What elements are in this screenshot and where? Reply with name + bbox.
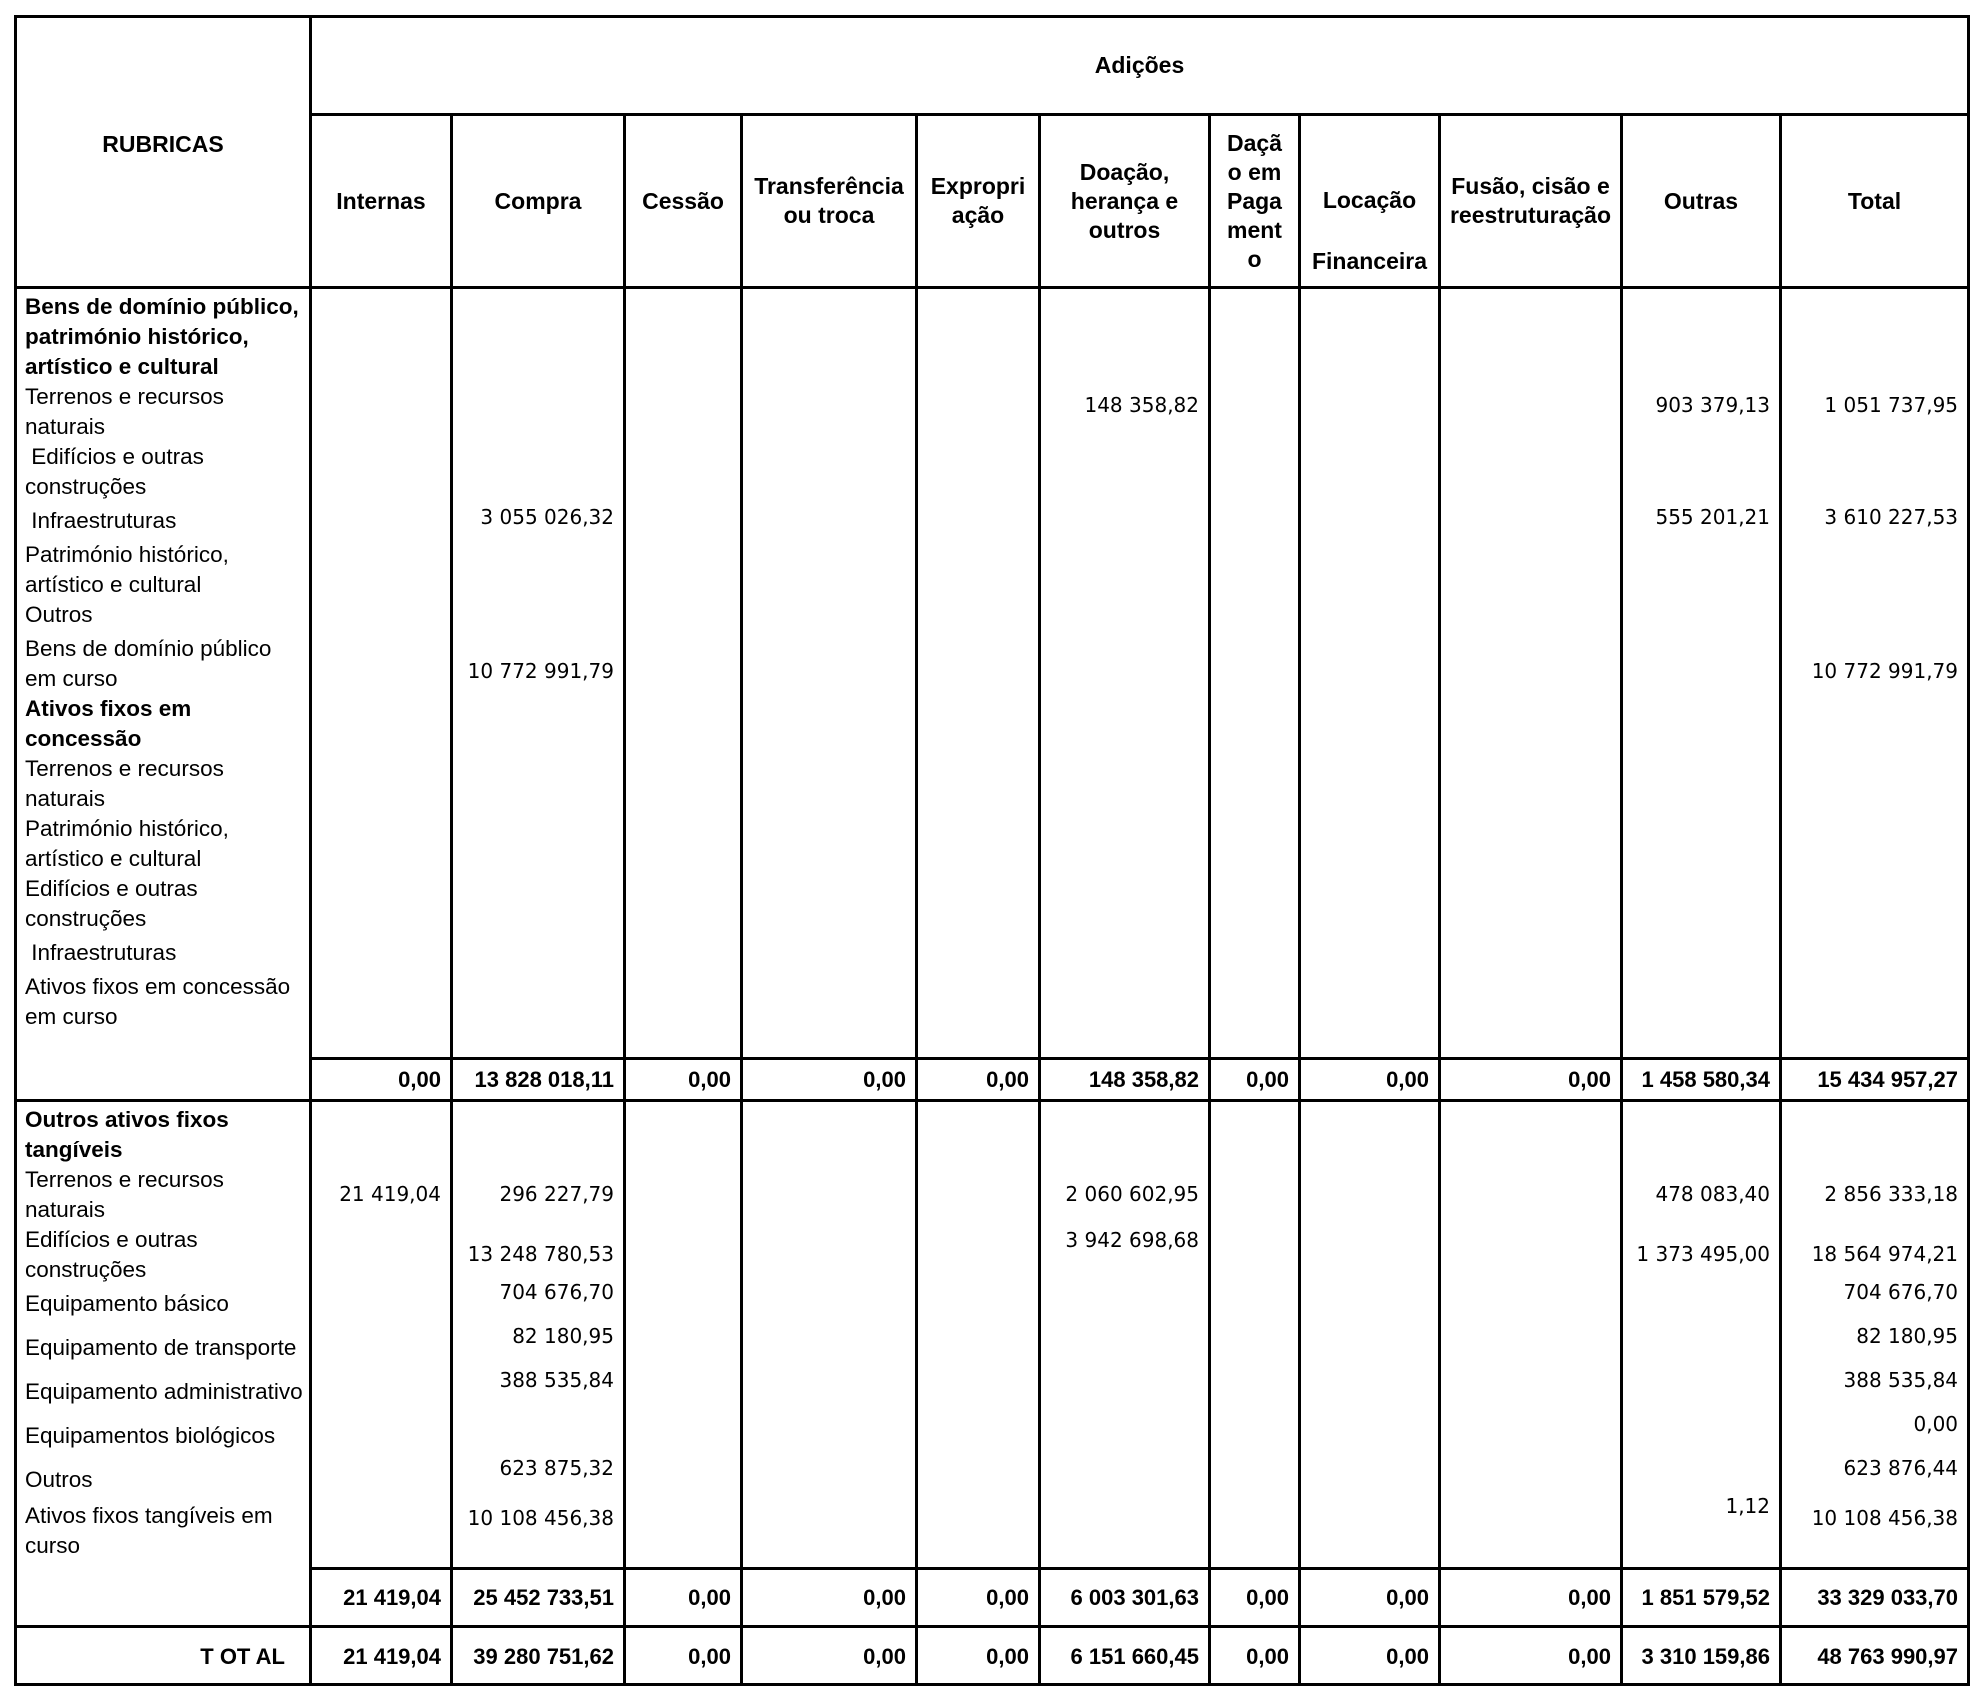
grand-total-cell: 6 151 660,45 — [1040, 1627, 1210, 1685]
row-label: naturais — [25, 786, 106, 811]
row-label: Ativos fixos em concessão — [25, 974, 291, 999]
s1-outras — [1622, 288, 1781, 1059]
section2-labels — [16, 1101, 311, 1569]
value-cell: 3 055 026,32 — [480, 505, 614, 529]
subtotal-cell: 148 358,82 — [1040, 1059, 1210, 1101]
s2-outras — [1622, 1101, 1781, 1569]
value-cell: 704 676,70 — [499, 1280, 614, 1304]
additions-table — [14, 15, 1970, 1686]
subtotal-cell: 0,00 — [1210, 1569, 1300, 1627]
row-label: artístico e cultural — [25, 572, 202, 597]
s2-fusao — [1440, 1101, 1622, 1569]
row-label: Terrenos e recursos — [25, 384, 224, 409]
value-cell: 82 180,95 — [512, 1324, 614, 1348]
fusao-label-2: reestruturação — [1449, 202, 1612, 228]
value-cell: 623 876,44 — [1843, 1456, 1959, 1480]
section1-labels — [16, 288, 311, 1059]
s2-expropriacao — [917, 1101, 1040, 1569]
row-label: construções — [25, 906, 147, 931]
s2-doacao — [1040, 1101, 1210, 1569]
value-cell: 623 875,32 — [499, 1456, 614, 1480]
col-transferencia-header — [742, 115, 917, 288]
value-cell: 3 610 227,53 — [1824, 505, 1959, 529]
doacao-label-1: Doação, — [1079, 158, 1170, 185]
grand-total-cell: 0,00 — [1210, 1627, 1300, 1685]
internas-label: Internas — [336, 187, 426, 214]
value-cell: 555 201,21 — [1655, 505, 1770, 529]
grand-total-cell: 48 763 990,97 — [1781, 1627, 1969, 1685]
locacao-label-1: Locação — [1322, 187, 1417, 213]
row-label: Património histórico, — [25, 542, 229, 567]
row-label: Equipamentos biológicos — [25, 1423, 276, 1448]
grand-total-cell: 0,00 — [1440, 1627, 1622, 1685]
grand-total-cell: 21 419,04 — [311, 1627, 452, 1685]
section1-heading2: concessão — [25, 726, 142, 751]
s1-internas — [311, 288, 452, 1059]
dacao-label-5: o — [1247, 245, 1262, 272]
row-label: construções — [25, 474, 147, 499]
value-cell: 1 051 737,95 — [1824, 393, 1959, 417]
subtotal-cell: 21 419,04 — [311, 1569, 452, 1627]
s1-doacao — [1040, 288, 1210, 1059]
col-expropriacao-header — [917, 115, 1040, 288]
row-label: Edifícios e outras — [25, 444, 204, 469]
s2-compra — [452, 1101, 625, 1569]
grand-total-cell: 0,00 — [625, 1627, 742, 1685]
section1-heading: Bens de domínio público, — [25, 294, 299, 319]
s1-dacao — [1210, 288, 1300, 1059]
doacao-label-2: herança e — [1070, 187, 1179, 214]
s1-locacao — [1300, 288, 1440, 1059]
row-label: Bens de domínio público — [25, 636, 272, 661]
rubricas-label: RUBRICAS — [102, 131, 224, 157]
value-cell: 10 772 991,79 — [467, 659, 614, 683]
locacao-label-2: Financeira — [1311, 248, 1428, 274]
value-cell: 3 942 698,68 — [1065, 1228, 1199, 1252]
adicoes-header — [311, 17, 1969, 115]
subtotal-label-blank — [16, 1569, 311, 1627]
value-cell: 1 373 495,00 — [1636, 1242, 1770, 1266]
subtotal-cell: 0,00 — [1300, 1059, 1440, 1101]
subtotal-cell: 0,00 — [1210, 1059, 1300, 1101]
subtotal-cell: 6 003 301,63 — [1040, 1569, 1210, 1627]
grand-total-cell: 0,00 — [742, 1627, 917, 1685]
col-doacao-header — [1040, 115, 1210, 288]
grand-total-cell: 3 310 159,86 — [1622, 1627, 1781, 1685]
grand-total-label: T OT AL — [16, 1627, 311, 1685]
expropriacao-label-1: Expropri — [930, 173, 1026, 199]
row-label: Outros — [25, 1467, 93, 1492]
s1-compra — [452, 288, 625, 1059]
section1-heading2: Ativos fixos em — [25, 696, 192, 721]
row-label: Infraestruturas — [25, 508, 177, 533]
dacao-label-4: ment — [1227, 216, 1282, 243]
rubricas-header — [16, 17, 311, 288]
row-label: Outros — [25, 602, 93, 627]
row-label: Equipamento administrativo — [25, 1379, 303, 1404]
s2-transferencia — [742, 1101, 917, 1569]
dacao-label-2: o em — [1227, 158, 1282, 185]
section1-heading: artístico e cultural — [25, 354, 219, 379]
s1-expropriacao — [917, 288, 1040, 1059]
row-label: Terrenos e recursos — [25, 756, 224, 781]
section1-subtotal-row — [16, 1059, 1969, 1101]
s1-transferencia — [742, 288, 917, 1059]
expropriacao-label-2: ação — [951, 202, 1005, 228]
value-cell: 2 856 333,18 — [1824, 1182, 1959, 1206]
subtotal-cell: 33 329 033,70 — [1781, 1569, 1969, 1627]
adicoes-label: Adições — [1094, 52, 1185, 78]
value-cell: 296 227,79 — [499, 1182, 614, 1206]
value-cell: 0,00 — [1913, 1412, 1959, 1436]
row-label: Infraestruturas — [25, 940, 177, 965]
s1-cessao — [625, 288, 742, 1059]
s1-fusao — [1440, 288, 1622, 1059]
value-cell: 388 535,84 — [499, 1368, 614, 1392]
dacao-label-3: Paga — [1227, 187, 1282, 214]
subtotal-cell: 25 452 733,51 — [452, 1569, 625, 1627]
value-cell: 388 535,84 — [1843, 1368, 1959, 1392]
subtotal-cell: 13 828 018,11 — [452, 1059, 625, 1101]
col-cessao-header — [625, 115, 742, 288]
col-total-header — [1781, 115, 1969, 288]
row-label: Equipamento de transporte — [25, 1335, 297, 1360]
row-label: curso — [25, 1533, 81, 1558]
outras-label: Outras — [1663, 187, 1739, 214]
subtotal-cell: 0,00 — [311, 1059, 452, 1101]
subtotal-cell: 1 458 580,34 — [1622, 1059, 1781, 1101]
row-label: artístico e cultural — [25, 846, 202, 871]
section2-heading: Outros ativos fixos — [25, 1107, 229, 1132]
subtotal-cell: 1 851 579,52 — [1622, 1569, 1781, 1627]
value-cell: 21 419,04 — [339, 1182, 441, 1206]
value-cell: 2 060 602,95 — [1065, 1182, 1199, 1206]
dacao-label-1: Daçã — [1227, 129, 1282, 156]
subtotal-cell: 0,00 — [625, 1059, 742, 1101]
grand-total-cell: 0,00 — [1300, 1627, 1440, 1685]
value-cell: 478 083,40 — [1655, 1182, 1770, 1206]
subtotal-cell: 0,00 — [742, 1569, 917, 1627]
row-label: naturais — [25, 1197, 106, 1222]
transferencia-label-2: ou troca — [783, 202, 875, 228]
grand-total-cell: 0,00 — [917, 1627, 1040, 1685]
s2-locacao — [1300, 1101, 1440, 1569]
subtotal-cell: 0,00 — [1440, 1059, 1622, 1101]
cessao-label: Cessão — [642, 187, 724, 214]
value-cell: 1,12 — [1725, 1494, 1770, 1518]
s1-total — [1781, 288, 1969, 1059]
subtotal-cell: 15 434 957,27 — [1781, 1059, 1969, 1101]
value-cell: 903 379,13 — [1655, 393, 1770, 417]
s2-cessao — [625, 1101, 742, 1569]
row-label: Edifícios e outras — [25, 876, 198, 901]
col-outras-header — [1622, 115, 1781, 288]
value-cell: 10 108 456,38 — [1811, 1506, 1959, 1530]
col-dacao-header — [1210, 115, 1300, 288]
fusao-label-1: Fusão, cisão e — [1451, 173, 1610, 199]
col-fusao-header — [1440, 115, 1622, 288]
value-cell: 13 248 780,53 — [467, 1242, 614, 1266]
compra-label: Compra — [494, 187, 582, 214]
col-internas-header — [311, 115, 452, 288]
row-label: em curso — [25, 1004, 118, 1029]
total-label: Total — [1847, 187, 1902, 214]
row-label: Património histórico, — [25, 816, 229, 841]
doacao-label-3: outros — [1088, 216, 1161, 243]
transferencia-label-1: Transferência — [754, 173, 904, 199]
row-label: naturais — [25, 414, 106, 439]
section2-subtotal-row — [16, 1569, 1969, 1627]
row-label: Terrenos e recursos — [25, 1167, 224, 1192]
value-cell: 148 358,82 — [1084, 393, 1199, 417]
value-cell: 82 180,95 — [1856, 1324, 1959, 1348]
row-label: Ativos fixos tangíveis em — [25, 1503, 273, 1528]
row-label: em curso — [25, 666, 118, 691]
s2-internas — [311, 1101, 452, 1569]
subtotal-cell: 0,00 — [1440, 1569, 1622, 1627]
col-compra-header — [452, 115, 625, 288]
s2-total — [1781, 1101, 1969, 1569]
col-locacao-header — [1300, 115, 1440, 288]
grand-total-cell: 39 280 751,62 — [452, 1627, 625, 1685]
subtotal-cell: 0,00 — [917, 1059, 1040, 1101]
value-cell: 10 772 991,79 — [1811, 659, 1959, 683]
section1-heading: património histórico, — [25, 324, 249, 349]
subtotal-cell: 0,00 — [1300, 1569, 1440, 1627]
value-cell: 18 564 974,21 — [1811, 1242, 1959, 1266]
row-label: construções — [25, 1257, 147, 1282]
subtotal-cell: 0,00 — [625, 1569, 742, 1627]
row-label: Equipamento básico — [25, 1291, 229, 1316]
subtotal-cell: 0,00 — [917, 1569, 1040, 1627]
section2-heading: tangíveis — [25, 1137, 123, 1162]
subtotal-label-blank — [16, 1059, 311, 1101]
subtotal-cell: 0,00 — [742, 1059, 917, 1101]
value-cell: 704 676,70 — [1843, 1280, 1959, 1304]
grand-total-row — [16, 1627, 1969, 1685]
value-cell: 10 108 456,38 — [467, 1506, 614, 1530]
s2-dacao — [1210, 1101, 1300, 1569]
row-label: Edifícios e outras — [25, 1227, 198, 1252]
